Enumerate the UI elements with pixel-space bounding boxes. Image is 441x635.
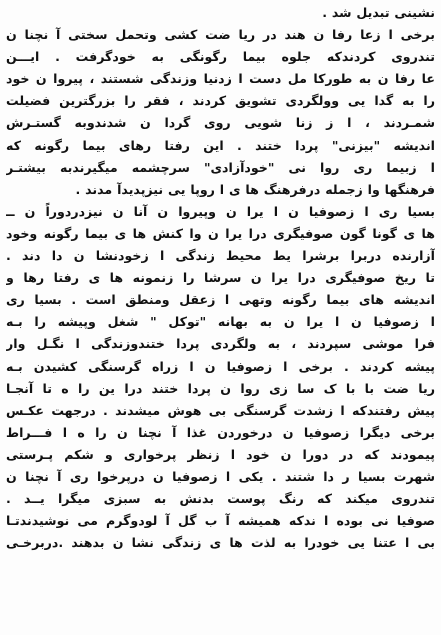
text-line: ها ی گونا گون صوفیگری درا یرا ن وا کنش ها ی بیما رگونه وخود [6,225,435,241]
text-line: نشینی تبدیل شد . [322,5,435,20]
text-line: تا ریخ صوفیگری درا یرا ن سرشا را زنمونه ها ی رفتا رها و [6,270,435,286]
text-line: پیشه کردند . برخی ا زصوفیا ن ا زراه گرسنگی کشیدن بـه [6,358,435,374]
text-line: بی ا عتنا یی خودرا به لذت ها ی زندگی نشا ن بدهند .دربرخـی [6,535,435,551]
text-line: ا زصوفیا ن ا یرا ن به بهانه "توکل " شغل وپیشه را بـه [6,314,435,330]
text-line: اندیشه های بیما رگونه وتهی ا زعقل ومنطق است . بسیا ری [6,292,435,308]
text-line: برخی ا زعا رفا ن هند در ریا ضت کشی وتحمل سختی آ نچنا ن [6,27,435,43]
text-line: اندیشه "بیزنی" پردا ختند . این رفتا رهای بیما رگونه که [6,137,435,153]
text-line: تندروی کردندکه جلوه بیما رگونگی به خودگرفت . ایـــن [6,49,435,65]
text-line: ا زبیما ری روا نی "خودآزادی" سرچشمه میگیرندبه بیشتـر [6,159,435,175]
text-line: برخی دیگرا زصوفیا ن درخوردن غذا آ نچنا ن را ه ا فـــراط [6,424,435,440]
text-line: تندروی میکند که رنگ پوست بدنش به سبزی میگرا یــد . [6,491,435,507]
text-line: فرا موشی سپردند ، به ولگردی پردا ختندوزندگی ا نگـل وار [6,336,435,352]
text-line: پیش رفتندکه ا زشدت گرسنگی بی هوش میشدند . درجهت عکـس [6,402,435,418]
text-line: شهرت بسیا ر دا شتند . یکی ا زصوفیا ن درپرخوا ری آ نچنا ن [6,468,435,484]
text-line: صوفیا نی بوده ا ندکه همیشه آ ب گل آ لودوگرم می نوشیدندتـا [6,513,435,529]
text-line: آزارنده دربرا برشرا یط محیط زندگی ا زخودنشا ن دا دند . [6,248,435,264]
text-line: بسیا ری ا زصوفیا ن ا یرا ن وپیروا ن آنا ن نیزدردوراً ن ــ [6,203,435,219]
text-line: فرهنگها وا زجمله درفرهنگ ها ی ا روپا یی نیزپدیدآ مدند . [75,181,435,197]
text-line: عا رفا ن به طورکا مل دست ا زدنیا وزندگی شستند ، پیروا ن خود [6,71,435,87]
text-line: پیمودند که در دورا ن خود ا زنظر پرخواری و شکم پـرستی [6,446,435,462]
text-line: شمـردند ، ا ز زنا شویی روی گردا ن شدندوبه گستـرش [6,115,435,131]
text-line: را به گدا یی وولگردی تشویق کردند ، فقر را بزرگترین فضیلت [6,93,435,109]
text-line: ریا ضت با با ک سا زی روا ن پردا ختند درا ین را ه تا آنجـا [6,380,435,396]
